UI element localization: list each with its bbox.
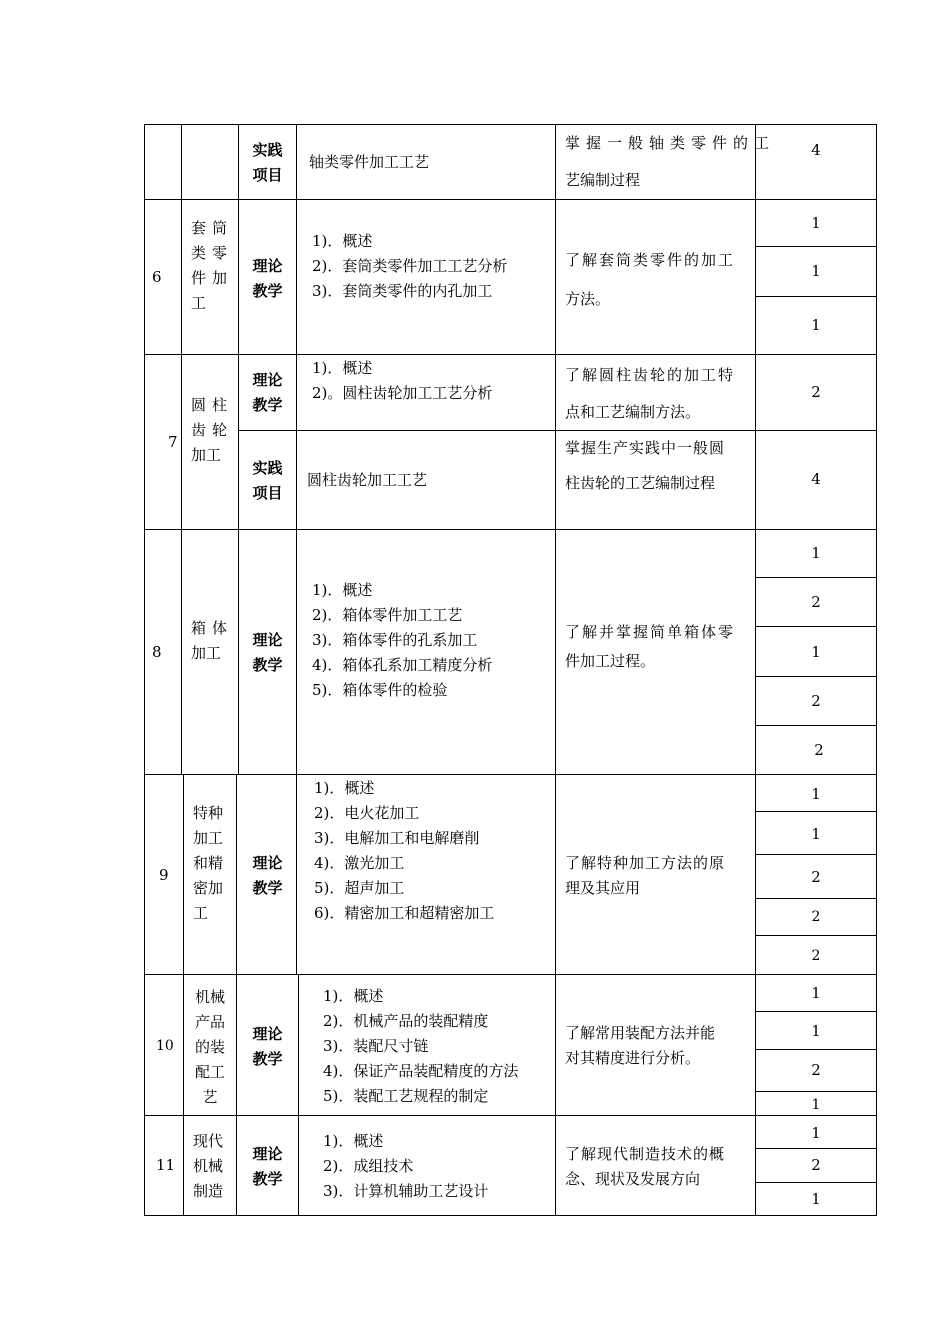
hours-cell: 1 [811, 643, 821, 661]
topic-cell: 圆柱 齿轮 加工 [191, 396, 234, 464]
hours-cell: 1 [811, 984, 821, 1002]
type-label: 实践 项目 [252, 459, 283, 502]
content-cell: 1)．概述 2)．套筒类零件加工工艺分析 3)．套筒类零件的内孔加工 [312, 232, 508, 300]
hours-cell: 1 [811, 1022, 821, 1040]
hours-cell: 2 [811, 909, 821, 925]
hours-cell: 1 [811, 316, 821, 334]
goal-cell: 了解特种加工方法的原 理及其应用 [565, 854, 726, 897]
hours-cell: 1 [811, 1124, 821, 1142]
content-cell: 1)．概述 2)．机械产品的装配精度 3)．装配尺寸链 4)．保证产品装配精度的方法 5)．装配工艺规程的制定 [323, 987, 519, 1105]
row-number: 7 [168, 433, 178, 451]
type-label: 理论 教学 [252, 854, 283, 897]
row-number: 11 [156, 1156, 176, 1174]
hours-cell: 2 [811, 383, 821, 401]
goal-cell: 了解常用装配方法并能 对其精度进行分析。 [565, 1024, 716, 1067]
row-number: 9 [159, 866, 169, 884]
row-number: 10 [156, 1038, 174, 1054]
content-cell: 1)．概述 2)。圆柱齿轮加工工艺分析 [312, 359, 493, 402]
content-cell: 圆柱齿轮加工工艺 [307, 471, 428, 489]
goal-cell: 了解现代制造技术的概 念、现状及发展方向 [565, 1145, 726, 1188]
goal-cell: 了解套筒类零件的加工 方法。 [565, 251, 736, 308]
row-number: 6 [152, 268, 162, 286]
hours-cell: 2 [811, 593, 821, 611]
topic-cell: 现代 机械 制造 [193, 1132, 224, 1200]
topic-cell: 套筒 类零 件加 工 [191, 219, 234, 312]
topic-cell: 特种 加工 和精 密加 工 [193, 804, 224, 922]
type-label: 理论 教学 [252, 1025, 283, 1068]
content-cell: 1)．概述 2)．成组技术 3)．计算机辅助工艺设计 [323, 1132, 489, 1200]
hours-cell: 2 [811, 1156, 821, 1174]
goal-cell: 了解并掌握简单箱体零 件加工过程。 [565, 623, 736, 670]
hours-cell: 4 [811, 470, 821, 488]
content-cell: 1)．概述 2)．箱体零件加工工艺 3)．箱体零件的孔系加工 4)．箱体孔系加工精度分析 5)．箱体零件的检验 [312, 581, 493, 699]
hours-cell: 2 [811, 1061, 821, 1079]
hours-cell: 2 [811, 948, 821, 964]
type-label: 理论 教学 [252, 371, 283, 414]
hours-cell: 4 [811, 141, 821, 159]
hours-cell: 1 [811, 544, 821, 562]
type-label: 理论 教学 [252, 1145, 283, 1188]
hours-cell: 1 [811, 1190, 821, 1208]
goal-cell: 了解圆柱齿轮的加工特 点和工艺编制方法。 [565, 366, 736, 421]
row-number: 8 [152, 643, 162, 661]
type-label: 实践 项目 [252, 141, 283, 184]
hours-cell: 1 [811, 262, 821, 280]
hours-cell: 2 [814, 741, 824, 759]
content-cell: 1)．概述 2)．电火花加工 3)．电解加工和电解磨削 4)．激光加工 5)．超声加工 6)．精密加工和超精密加工 [314, 779, 495, 922]
hours-cell: 1 [811, 785, 821, 803]
goal-cell: 掌握一般轴类零件的工 艺编制过程 [565, 134, 776, 189]
type-label: 理论 教学 [252, 631, 283, 674]
type-label: 理论 教学 [252, 257, 283, 300]
hours-cell: 2 [811, 692, 821, 710]
hours-cell: 2 [811, 868, 821, 886]
goal-cell: 掌握生产实践中一般圆 柱齿轮的工艺编制过程 [565, 439, 726, 492]
content-cell: 轴类零件加工工艺 [309, 153, 430, 171]
hours-cell: 1 [811, 825, 821, 843]
hours-cell: 1 [811, 1097, 821, 1113]
hours-cell: 1 [811, 214, 821, 232]
topic-cell: 机械 产品 的装 配工 艺 [194, 988, 225, 1106]
topic-cell: 箱体 加工 [191, 619, 234, 662]
